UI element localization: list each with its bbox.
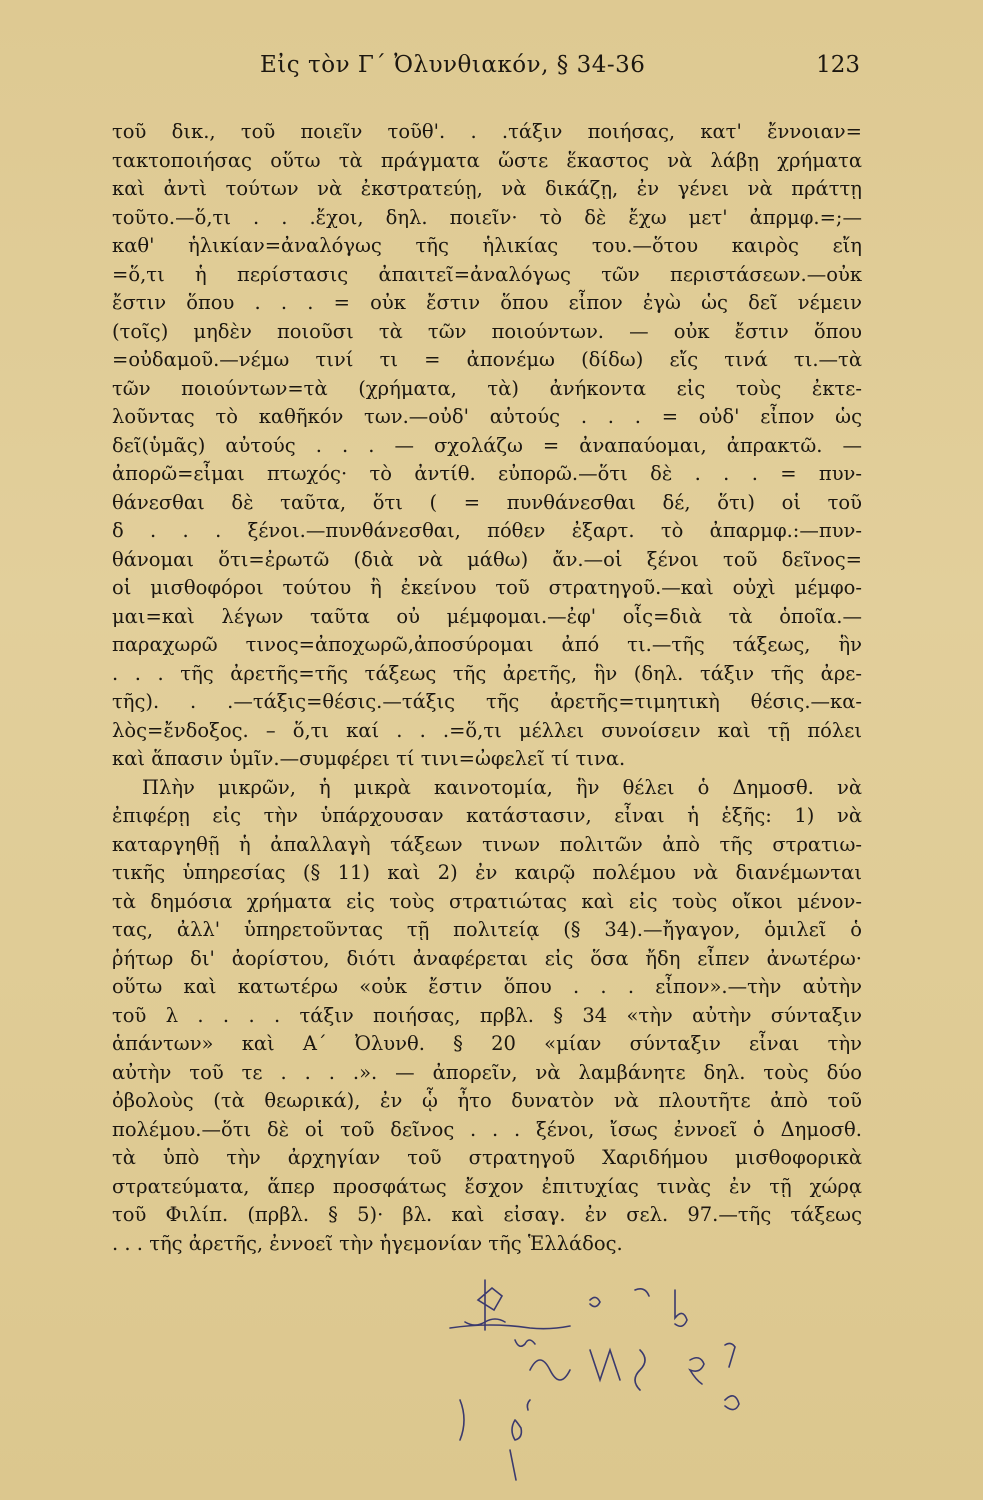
text-line: οἱ μισθοφόροι τούτου ἢ ἐκείνου τοῦ στρατηγοῦ.—καὶ οὐχὶ μέμφο- xyxy=(112,576,862,599)
text-line: λοῦντας τὸ καθῆκόν των.—οὐδ' αὐτούς . . . = οὐδ' εἶπον ὡς xyxy=(112,405,862,428)
text-line: πολέμου.—ὅτι δὲ οἱ τοῦ δεῖνος . . . ξένοι, ἴσως ἐννοεῖ ὁ Δημοσθ. xyxy=(112,1117,862,1141)
text-line: . . . τῆς ἀρετῆς, ἐννοεῖ τὴν ἡγεμονίαν τῆς Ἑλλάδος. xyxy=(112,1231,623,1255)
text-line: τοῦ λ . . . . τάξιν ποιήσας, πρβλ. § 34 «τὴν αὐτὴν σύνταξιν xyxy=(112,1003,862,1027)
text-line: τας, ἀλλ' ὑπηρετοῦντας τῇ πολιτείᾳ (§ 34).—ἤγαγον, ὁμιλεῖ ὁ xyxy=(112,918,862,941)
text-line: τακτοποιήσας οὕτω τὰ πράγματα ὥστε ἕκαστος νὰ λάβῃ χρήματα xyxy=(112,148,862,172)
commentary-text xyxy=(112,118,862,1258)
running-title: Εἰς τὸν Γ΄ Ὀλυνθιακόν, § 34-36 xyxy=(260,52,646,78)
text-line: ἔστιν ὅπου . . . = οὐκ ἔστιν ὅπου εἶπον ἐγὼ ὡς δεῖ νέμειν xyxy=(112,291,862,314)
text-line: τοῦτο.—ὅ,τι . . .ἔχοι, δηλ. ποιεῖν· τὸ δὲ ἔχω μετ' ἀπρμφ.=;— xyxy=(112,205,862,229)
text-line: θάνομαι ὅτι=ἐρωτῶ (διὰ νὰ μάθω) ἄν.—οἱ ξένοι τοῦ δεῖνος= xyxy=(112,547,862,571)
page-header xyxy=(110,52,860,92)
text-line: ἁπάντων» καὶ Α΄ Ὀλυνθ. § 20 «μίαν σύνταξιν εἶναι τὴν xyxy=(112,1032,862,1055)
text-line: τῶν ποιούντων=τὰ (χρήματα, τὰ) ἀνήκοντα εἰς τοὺς ἐκτε- xyxy=(112,376,862,400)
text-line: ὀβολοὺς (τὰ θεωρικά), ἐν ᾧ ἦτο δυνατὸν νὰ πλουτῆτε ἀπὸ τοῦ xyxy=(112,1089,862,1112)
text-line: δεῖ(ὑμᾶς) αὐτούς . . . — σχολάζω = ἀναπαύομαι, ἀπρακτῶ. — xyxy=(112,433,862,457)
page-number: 123 xyxy=(816,52,860,78)
text-line: . . . τῆς ἀρετῆς=τῆς τάξεως τῆς ἀρετῆς, ἣν (δηλ. τάξιν τῆς ἀρε- xyxy=(112,661,862,685)
text-line: οὕτω καὶ κατωτέρω «οὐκ ἔστιν ὅπου . . . εἶπον».—τὴν αὐτὴν xyxy=(112,975,862,998)
text-line: =οὐδαμοῦ.—νέμω τινί τι = ἀπονέμω (δίδω) εἴς τινά τι.—τὰ xyxy=(112,348,862,371)
text-line: ἐπιφέρῃ εἰς τὴν ὑπάρχουσαν κατάστασιν, εἶναι ἡ ἑξῆς: 1) νὰ xyxy=(112,804,862,827)
text-line: τοῦ Φιλίπ. (πρβλ. § 5)· βλ. καὶ εἰσαγ. ἐν σελ. 97.—τῆς τάξεως xyxy=(112,1203,862,1226)
text-line: μαι=καὶ λέγων ταῦτα οὐ μέμφομαι.—ἐφ' οἷς=διὰ τὰ ὁποῖα.— xyxy=(112,604,862,628)
text-line: τοῦ δικ., τοῦ ποιεῖν τοῦθ'. . .τάξιν ποιήσας, κατ' ἔννοιαν= xyxy=(112,120,862,143)
text-line: παραχωρῶ τινος=ἀποχωρῶ,ἀποσύρομαι ἀπό τι.—τῆς τάξεως, ἣν xyxy=(112,633,862,656)
text-line: καὶ ἅπασιν ὑμῖν.—συμφέρει τί τινι=ὠφελεῖ τί τινα. xyxy=(112,747,626,770)
text-line: στρατεύματα, ἅπερ προσφάτως ἔσχον ἐπιτυχίας τινὰς ἐν τῇ χώρᾳ xyxy=(112,1174,862,1198)
text-line: τικῆς ὑπηρεσίας (§ 11) καὶ 2) ἐν καιρῷ πολέμου νὰ διανέμωνται xyxy=(112,861,862,884)
text-line: λὸς=ἔνδοξος. – ὅ,τι καί . . .=ὅ,τι μέλλει συνοίσειν καὶ τῇ πόλει xyxy=(112,718,862,742)
handwritten-doodles xyxy=(420,1270,780,1490)
text-line: ἀπορῶ=εἶμαι πτωχός· τὸ ἀντίθ. εὐπορῶ.—ὅτι δὲ . . . = πυν- xyxy=(112,462,862,485)
text-line: καὶ ἀντὶ τούτων νὰ ἐκστρατεύῃ, νὰ δικάζῃ, ἐν γένει νὰ πράττῃ xyxy=(112,177,862,200)
text-line: Πλὴν μικρῶν, ἡ μικρὰ καινοτομία, ἣν θέλει ὁ Δημοσθ. νὰ xyxy=(142,775,862,799)
text-line: τῆς). . .—τάξις=θέσις.—τάξις τῆς ἀρετῆς=τιμητικὴ θέσις.—κα- xyxy=(112,690,862,713)
text-line: (τοῖς) μηδὲν ποιοῦσι τὰ τῶν ποιούντων. — οὐκ ἔστιν ὅπου xyxy=(112,319,862,343)
text-line: θάνεσθαι δὲ ταῦτα, ὅτι ( = πυνθάνεσθαι δέ, ὅτι) οἱ τοῦ xyxy=(112,490,862,514)
text-line: τὰ ὑπὸ τὴν ἀρχηγίαν τοῦ στρατηγοῦ Χαριδήμου μισθοφορικὰ xyxy=(112,1146,862,1169)
text-line: καθ' ἡλικίαν=ἀναλόγως τῆς ἡλικίας του.—ὅτου καιρὸς εἴη xyxy=(112,234,862,257)
text-line: καταργηθῇ ἡ ἀπαλλαγὴ τάξεων τινων πολιτῶν ἀπὸ τῆς στρατιω- xyxy=(112,832,862,856)
text-line: =ὅ,τι ἡ περίστασις ἀπαιτεῖ=ἀναλόγως τῶν περιστάσεων.—οὐκ xyxy=(112,262,862,286)
text-line: τὰ δημόσια χρήματα εἰς τοὺς στρατιώτας καὶ εἰς τοὺς οἴκοι μένον- xyxy=(112,889,862,913)
text-line: αὐτὴν τοῦ τε . . . .». — ἀπορεῖν, νὰ λαμβάνητε δηλ. τοὺς δύο xyxy=(112,1060,862,1084)
text-line: δ . . . ξένοι.—πυνθάνεσθαι, πόθεν ἐξαρτ. τὸ ἀπαρμφ.:—πυν- xyxy=(112,519,862,542)
text-line: ῥήτωρ δι' ἀορίστου, διότι ἀναφέρεται εἰς ὅσα ἤδη εἶπεν ἀνωτέρω· xyxy=(112,946,862,970)
